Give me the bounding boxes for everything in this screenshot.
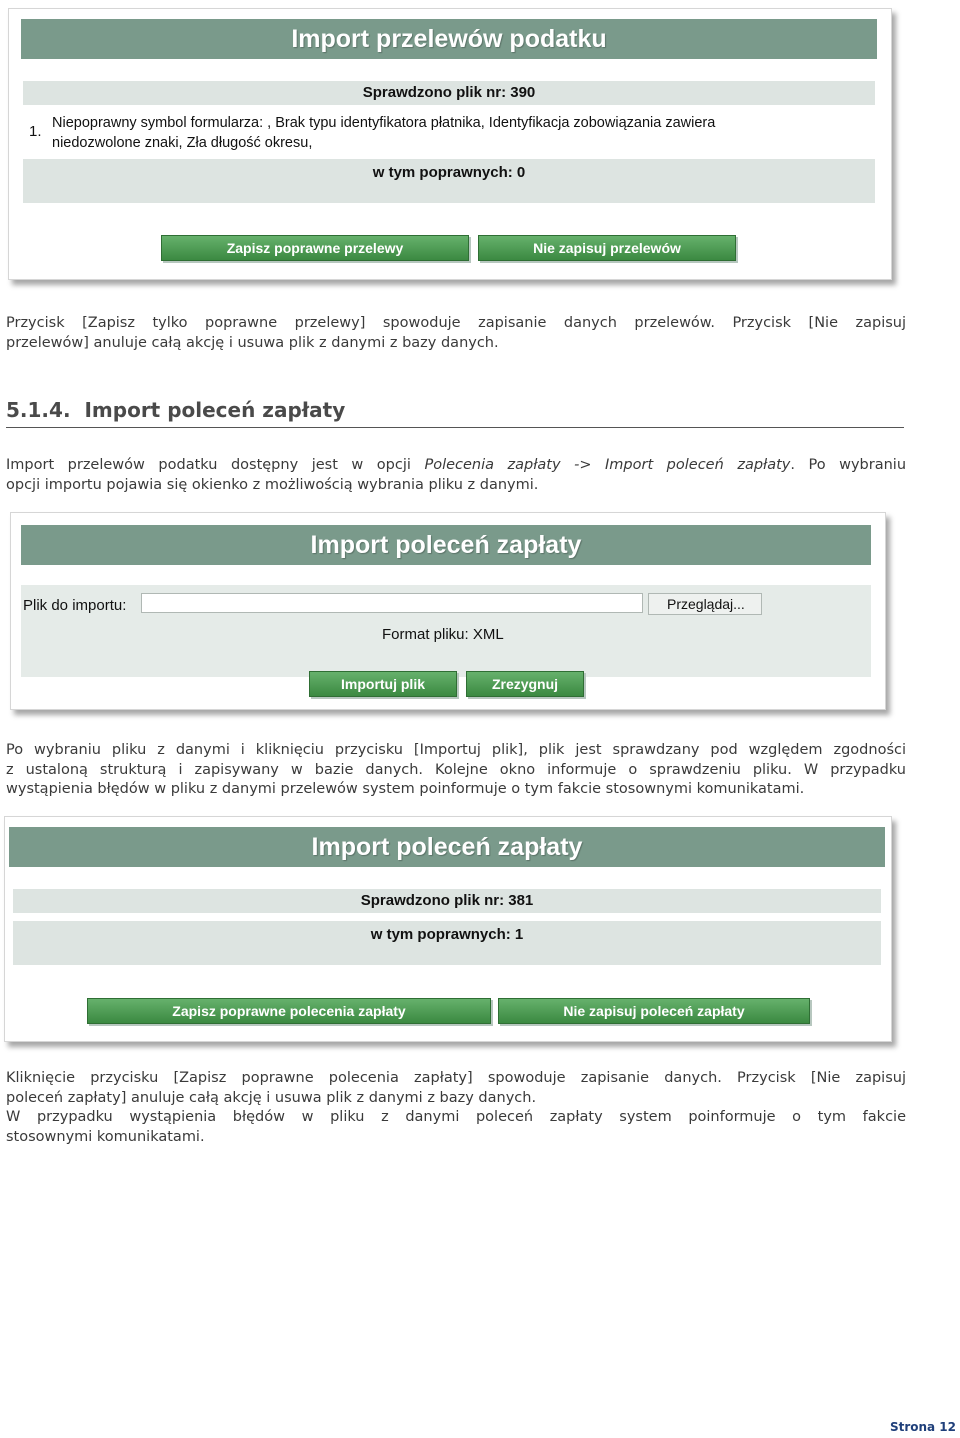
browse-button[interactable]: Przeglądaj... [648,593,762,615]
checked-file-info: Sprawdzono plik nr: 390 [23,81,875,105]
section-heading: 5.1.4. Import poleceń zapłaty [6,398,904,428]
save-valid-transfers-button[interactable]: Zapisz poprawne przelewy [161,235,469,261]
window-title: Import przelewów podatku [21,19,877,59]
file-path-input[interactable] [141,593,643,613]
window-title: Import poleceń zapłaty [21,525,871,565]
do-not-save-direct-debits-button[interactable]: Nie zapisuj poleceń zapłaty [498,998,810,1024]
paragraph-import-process: Po wybraniu pliku z danymi i kliknięciu przycisku [Importuj plik], plik jest sprawdzany pod względem zgodności z ustaloną strukturą i zapisywany w bazie danych. Kolejne okno informuje o sprawdzeniu pliku. W przypadku wystąpienia błędów w pliku z danymi przelewów system poinformuje o tym fakcie stosownymi komunikatami. [6,742,906,797]
paragraph-save-direct-debits: Kliknięcie przycisku [Zapisz poprawne polecenia zapłaty] spowoduje zapisanie danych. Przycisk [Nie zapisuj poleceń zapłaty] anuluje całą akcję i usuwa plik z danymi z bazy danych. W przypadku wystąpienia błędów w pliku z danymi poleceń zapłaty system poinformuje o tym fakcie stosownymi komunikatami. [6,1070,906,1145]
cancel-button[interactable]: Zrezygnuj [466,671,584,697]
import-file-button[interactable]: Importuj plik [309,671,457,697]
page-number: Strona 12 [889,1420,956,1434]
file-format-info: Format pliku: XML [382,626,504,643]
checked-file-info: Sprawdzono plik nr: 381 [13,889,881,913]
window-title: Import poleceń zapłaty [9,827,885,867]
import-tax-transfers-screenshot [8,8,892,280]
error-message-line-2: niedozwolone znaki, Zła długość okresu, [52,135,313,151]
paragraph-save-info: Przycisk [Zapisz tylko poprawne przelewy] spowoduje zapisanie danych przelewów. Przycisk [Nie zapisuj przelewów] anuluje całą akcję i usuwa plik z danymi z bazy danych. [6,315,906,351]
paragraph-import-location: Import przelewów podatku dostępny jest w opcji Polecenia zapłaty -> Import poleceń zapłaty. Po wybraniu opcji importu pojawia się okienko z możliwością wybrania pliku z danymi. [6,457,907,493]
valid-count: w tym poprawnych: 1 [13,921,881,965]
error-number: 1. [29,123,42,140]
file-label: Plik do importu: [23,597,127,614]
error-message-line-1: Niepoprawny symbol formularza: , Brak typu identyfikatora płatnika, Identyfikacja zobowiązania zawiera [52,115,716,131]
import-direct-debit-file-screenshot [10,512,886,710]
do-not-save-transfers-button[interactable]: Nie zapisuj przelewów [478,235,736,261]
save-valid-direct-debits-button[interactable]: Zapisz poprawne polecenia zapłaty [87,998,491,1024]
import-direct-debit-result-screenshot [4,816,892,1042]
valid-count: w tym poprawnych: 0 [23,159,875,203]
